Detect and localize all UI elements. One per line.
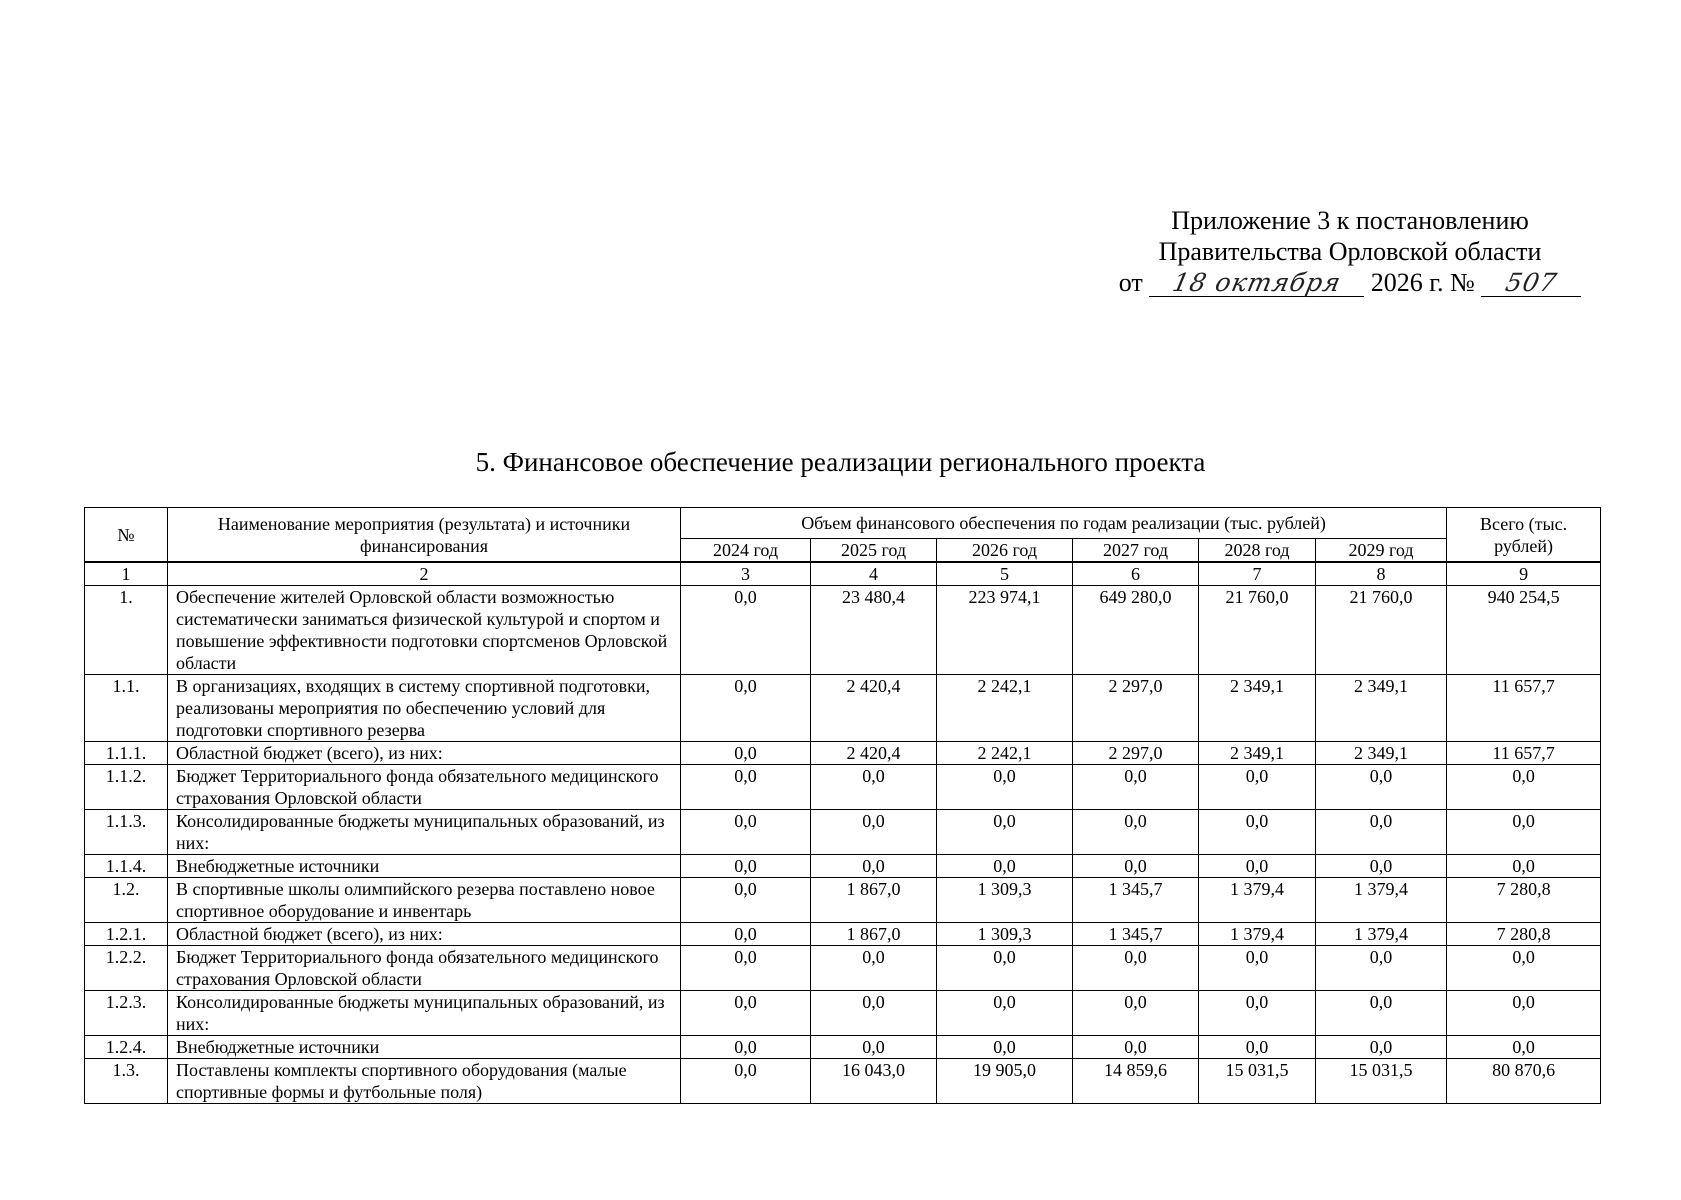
date-blank — [1149, 270, 1364, 297]
row-value: 21 760,0 — [1199, 586, 1316, 675]
row-name: Консолидированные бюджеты муниципальных образований, из них: — [168, 991, 681, 1036]
row-name: Поставлены комплекты спортивного оборудования (малые спортивные формы и футбольные поля) — [168, 1059, 681, 1104]
row-name: Бюджет Территориального фонда обязательного медицинского страхования Орловской области — [168, 946, 681, 991]
row-value: 0,0 — [937, 991, 1073, 1036]
row-value: 1 309,3 — [937, 878, 1073, 923]
row-value: 0,0 — [937, 810, 1073, 855]
row-value: 2 420,4 — [811, 742, 937, 765]
row-value: 0,0 — [681, 675, 811, 742]
column-number: 2 — [168, 562, 681, 586]
row-name: В организациях, входящих в систему спортивной подготовки, реализованы мероприятия по обеспечению условий для подготовки спортивного резерва — [168, 675, 681, 742]
row-value: 0,0 — [681, 1059, 811, 1104]
appendix-date-line — [1090, 267, 1610, 298]
row-value: 0,0 — [1073, 1036, 1199, 1059]
row-number: 1.1.4. — [85, 855, 168, 878]
table-body — [85, 562, 1601, 1104]
row-value: 0,0 — [681, 991, 811, 1036]
row-value: 1 379,4 — [1316, 923, 1447, 946]
row-value: 2 420,4 — [811, 675, 937, 742]
appendix-line-1: Приложение 3 к постановлению — [1171, 206, 1529, 235]
row-number: 1.1. — [85, 675, 168, 742]
row-value: 0,0 — [681, 1036, 811, 1059]
column-number: 9 — [1447, 562, 1601, 586]
row-number: 1.3. — [85, 1059, 168, 1104]
table-row — [85, 675, 1601, 742]
row-total: 80 870,6 — [1447, 1059, 1601, 1104]
column-number: 5 — [937, 562, 1073, 586]
row-total: 0,0 — [1447, 1036, 1601, 1059]
head-year: 2025 год — [811, 539, 937, 563]
row-number: 1.2.1. — [85, 923, 168, 946]
row-value: 2 297,0 — [1073, 742, 1199, 765]
row-value: 0,0 — [811, 810, 937, 855]
row-value: 0,0 — [681, 742, 811, 765]
handwritten-number: 507 — [1502, 268, 1560, 297]
row-value: 2 349,1 — [1199, 675, 1316, 742]
head-year: 2024 год — [681, 539, 811, 563]
row-value: 0,0 — [1073, 855, 1199, 878]
row-total: 11 657,7 — [1447, 675, 1601, 742]
financing-table — [84, 507, 1601, 1104]
row-name: Областной бюджет (всего), из них: — [168, 742, 681, 765]
row-value: 14 859,6 — [1073, 1059, 1199, 1104]
row-value: 0,0 — [681, 586, 811, 675]
head-year: 2027 год — [1073, 539, 1199, 563]
table-row — [85, 855, 1601, 878]
row-number: 1. — [85, 586, 168, 675]
row-value: 0,0 — [937, 1036, 1073, 1059]
row-value: 0,0 — [1199, 991, 1316, 1036]
row-value: 0,0 — [811, 946, 937, 991]
table-row — [85, 586, 1601, 675]
row-name: В спортивные школы олимпийского резерва поставлено новое спортивное оборудование и инвентарь — [168, 878, 681, 923]
row-value: 2 242,1 — [937, 742, 1073, 765]
row-value: 0,0 — [937, 946, 1073, 991]
row-value: 2 349,1 — [1316, 675, 1447, 742]
row-number: 1.1.1. — [85, 742, 168, 765]
row-value: 649 280,0 — [1073, 586, 1199, 675]
row-total: 0,0 — [1447, 765, 1601, 810]
row-name: Обеспечение жителей Орловской области возможностью систематически заниматься физической культурой и спортом и повышение эффективности подготовки спортсменов Орловской области — [168, 586, 681, 675]
appendix-line-2: Правительства Орловской области — [1158, 237, 1542, 266]
row-number: 1.2. — [85, 878, 168, 923]
row-value: 0,0 — [1073, 991, 1199, 1036]
table-row — [85, 923, 1601, 946]
column-number: 3 — [681, 562, 811, 586]
row-total: 0,0 — [1447, 810, 1601, 855]
row-value: 21 760,0 — [1316, 586, 1447, 675]
row-value: 1 345,7 — [1073, 923, 1199, 946]
row-name: Консолидированные бюджеты муниципальных образований, из них: — [168, 810, 681, 855]
row-value: 2 242,1 — [937, 675, 1073, 742]
row-value: 0,0 — [1316, 810, 1447, 855]
row-value: 0,0 — [681, 765, 811, 810]
row-value: 0,0 — [681, 878, 811, 923]
row-value: 0,0 — [937, 765, 1073, 810]
row-name: Внебюджетные источники — [168, 1036, 681, 1059]
row-value: 0,0 — [1199, 946, 1316, 991]
column-number: 8 — [1316, 562, 1447, 586]
head-no: № — [85, 508, 168, 563]
table-row — [85, 991, 1601, 1036]
row-value: 0,0 — [1316, 946, 1447, 991]
column-number-row — [85, 562, 1601, 586]
row-number: 1.2.2. — [85, 946, 168, 991]
head-total: Всего (тыс. рублей) — [1447, 508, 1601, 563]
row-total: 0,0 — [1447, 991, 1601, 1036]
row-value: 0,0 — [681, 946, 811, 991]
row-name: Внебюджетные источники — [168, 855, 681, 878]
row-value: 1 867,0 — [811, 923, 937, 946]
row-value: 15 031,5 — [1316, 1059, 1447, 1104]
row-value: 0,0 — [1316, 991, 1447, 1036]
head-name: Наименование мероприятия (результата) и источники финансирования — [168, 508, 681, 563]
table-row — [85, 742, 1601, 765]
table-row — [85, 810, 1601, 855]
row-value: 2 297,0 — [1073, 675, 1199, 742]
row-total: 0,0 — [1447, 946, 1601, 991]
column-number: 1 — [85, 562, 168, 586]
table-row — [85, 878, 1601, 923]
number-blank — [1481, 270, 1581, 297]
row-name: Бюджет Территориального фонда обязательного медицинского страхования Орловской области — [168, 765, 681, 810]
row-value: 0,0 — [811, 765, 937, 810]
row-total: 7 280,8 — [1447, 923, 1601, 946]
table-row — [85, 765, 1601, 810]
row-total: 7 280,8 — [1447, 878, 1601, 923]
head-year: 2026 год — [937, 539, 1073, 563]
row-value: 0,0 — [1199, 810, 1316, 855]
row-number: 1.2.3. — [85, 991, 168, 1036]
row-value: 0,0 — [937, 855, 1073, 878]
row-value: 0,0 — [1316, 1036, 1447, 1059]
row-value: 0,0 — [811, 1036, 937, 1059]
row-value: 0,0 — [1073, 810, 1199, 855]
row-value: 0,0 — [1073, 765, 1199, 810]
row-value: 19 905,0 — [937, 1059, 1073, 1104]
row-value: 16 043,0 — [811, 1059, 937, 1104]
row-value: 0,0 — [1316, 765, 1447, 810]
row-total: 0,0 — [1447, 855, 1601, 878]
row-total: 940 254,5 — [1447, 586, 1601, 675]
row-value: 0,0 — [811, 855, 937, 878]
appendix-header — [1090, 205, 1610, 298]
row-value: 0,0 — [681, 810, 811, 855]
handwritten-date: 18 октября — [1169, 268, 1344, 297]
row-value: 0,0 — [681, 855, 811, 878]
row-value: 1 379,4 — [1199, 923, 1316, 946]
table-row — [85, 1059, 1601, 1104]
table-head — [85, 508, 1601, 563]
row-value: 1 379,4 — [1316, 878, 1447, 923]
row-value: 0,0 — [811, 991, 937, 1036]
row-number: 1.1.3. — [85, 810, 168, 855]
section-title: 5. Финансовое обеспечение реализации регионального проекта — [475, 447, 1206, 477]
row-value: 23 480,4 — [811, 586, 937, 675]
row-value: 0,0 — [1199, 765, 1316, 810]
row-name: Областной бюджет (всего), из них: — [168, 923, 681, 946]
row-total: 11 657,7 — [1447, 742, 1601, 765]
row-value: 0,0 — [1073, 946, 1199, 991]
row-value: 0,0 — [1199, 855, 1316, 878]
row-value: 2 349,1 — [1199, 742, 1316, 765]
row-value: 0,0 — [1316, 855, 1447, 878]
year-text: 2026 г. № — [1370, 268, 1475, 297]
row-value: 1 379,4 — [1199, 878, 1316, 923]
row-value: 0,0 — [1199, 1036, 1316, 1059]
table-row — [85, 946, 1601, 991]
date-prefix: от — [1118, 268, 1143, 297]
row-number: 1.2.4. — [85, 1036, 168, 1059]
row-value: 0,0 — [681, 923, 811, 946]
column-number: 6 — [1073, 562, 1199, 586]
head-year: 2029 год — [1316, 539, 1447, 563]
row-value: 1 345,7 — [1073, 878, 1199, 923]
table-row — [85, 1036, 1601, 1059]
column-number: 4 — [811, 562, 937, 586]
row-value: 1 309,3 — [937, 923, 1073, 946]
column-number: 7 — [1199, 562, 1316, 586]
row-value: 223 974,1 — [937, 586, 1073, 675]
row-value: 2 349,1 — [1316, 742, 1447, 765]
row-value: 15 031,5 — [1199, 1059, 1316, 1104]
row-number: 1.1.2. — [85, 765, 168, 810]
head-volume: Объем финансового обеспечения по годам реализации (тыс. рублей) — [681, 508, 1447, 539]
row-value: 1 867,0 — [811, 878, 937, 923]
head-year: 2028 год — [1199, 539, 1316, 563]
